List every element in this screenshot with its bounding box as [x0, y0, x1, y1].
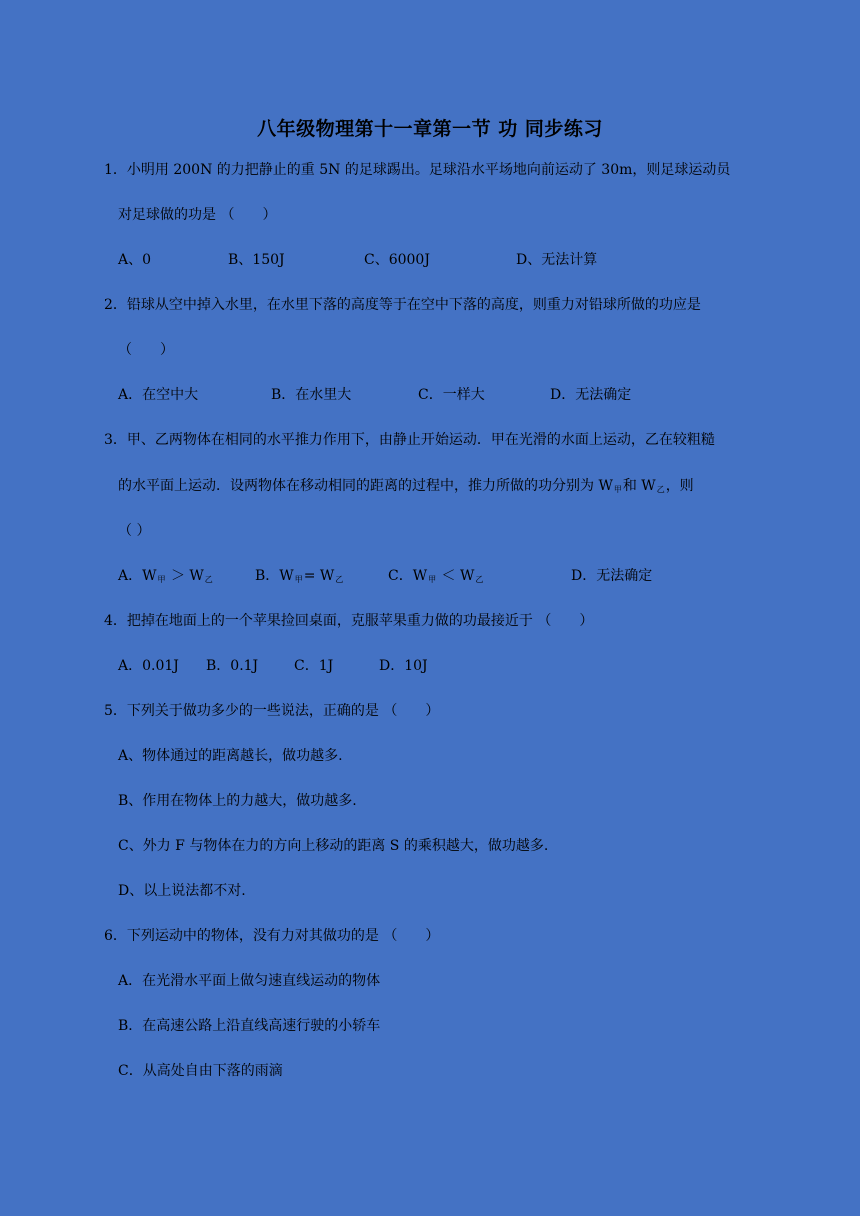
question-6-option-a: A．在光滑水平面上做匀速直线运动的物体: [118, 973, 381, 989]
question-2-text-cont: （ ）: [118, 342, 174, 358]
q3-sub-jia: 甲: [613, 485, 622, 494]
option-c: C．1J: [294, 658, 334, 674]
question-5-option-d: D、以上说法都不对.: [118, 883, 246, 899]
question-3-answer-paren: （ ）: [118, 523, 151, 539]
question-6-option-c: C．从高处自由下落的雨滴: [118, 1063, 283, 1079]
option-b: B．0.1J: [206, 658, 259, 674]
question-3-options: [118, 566, 758, 586]
question-4-text: 4．把掉在地面上的一个苹果捡回桌面，克服苹果重力做的功最接近于 （ ）: [104, 613, 594, 629]
question-1-options: [118, 250, 758, 270]
question-1-text-cont: 对足球做的功是 （ ）: [118, 207, 277, 223]
question-2-options: [118, 385, 758, 405]
question-6-option-b: B．在高速公路上沿直线高速行驶的小轿车: [118, 1018, 381, 1034]
q3-sub-yi: 乙: [656, 485, 665, 494]
question-6-text: 6．下列运动中的物体，没有力对其做功的是 （ ）: [104, 928, 440, 944]
question-3-text-cont: [118, 476, 694, 500]
option-b: B、150J: [228, 252, 285, 268]
option-d: D．无法确定: [550, 387, 632, 403]
question-5-option-b: B、作用在物体上的力越大，做功越多.: [118, 793, 357, 809]
page-title: 八年级物理第十一章第一节 功 同步练习: [257, 118, 603, 140]
option-c: C、6000J: [364, 252, 430, 268]
q3-line2-end: ，则: [665, 478, 694, 494]
option-d: D．无法确定: [571, 568, 653, 584]
option-d: D．10J: [379, 658, 428, 674]
question-1-text: 1．小明用 200N 的力把静止的重 5N 的足球踢出。足球沿水平场地向前运动了 30m，则足球运动员: [104, 162, 731, 178]
question-4-options: [118, 656, 758, 676]
option-c: C．一样大: [418, 387, 485, 403]
option-b: B．在水里大: [271, 387, 352, 403]
option-c: C．$W_甲 < W_乙$: [388, 568, 484, 584]
option-a: A．$W_甲 > W_乙$: [118, 568, 213, 584]
question-5-option-a: A、物体通过的距离越长，做功越多.: [118, 748, 343, 764]
question-5-option-c: C、外力 F 与物体在力的方向上移动的距离 S 的乘积越大，做功越多.: [118, 838, 549, 854]
option-b: B．$W_甲= W_乙$: [255, 568, 344, 584]
question-3-text: 3．甲、乙两物体在相同的水平推力作用下，由静止开始运动．甲在光滑的水面上运动，乙在较粗糙: [104, 432, 715, 448]
q3-line2-mid: 和 W: [622, 478, 656, 494]
question-2-text: 2．铅球从空中掉入水里，在水里下落的高度等于在空中下落的高度，则重力对铅球所做的功应是: [104, 297, 701, 313]
q3-line2-text: 的水平面上运动．设两物体在移动相同的距离的过程中，推力所做的功分别为 W: [118, 478, 613, 494]
option-a: A．0.01J: [118, 658, 179, 674]
option-a: A、0: [118, 252, 152, 268]
option-d: D、无法计算: [516, 252, 598, 268]
option-a: A．在空中大: [118, 387, 199, 403]
question-5-text: 5．下列关于做功多少的一些说法，正确的是 （ ）: [104, 703, 440, 719]
